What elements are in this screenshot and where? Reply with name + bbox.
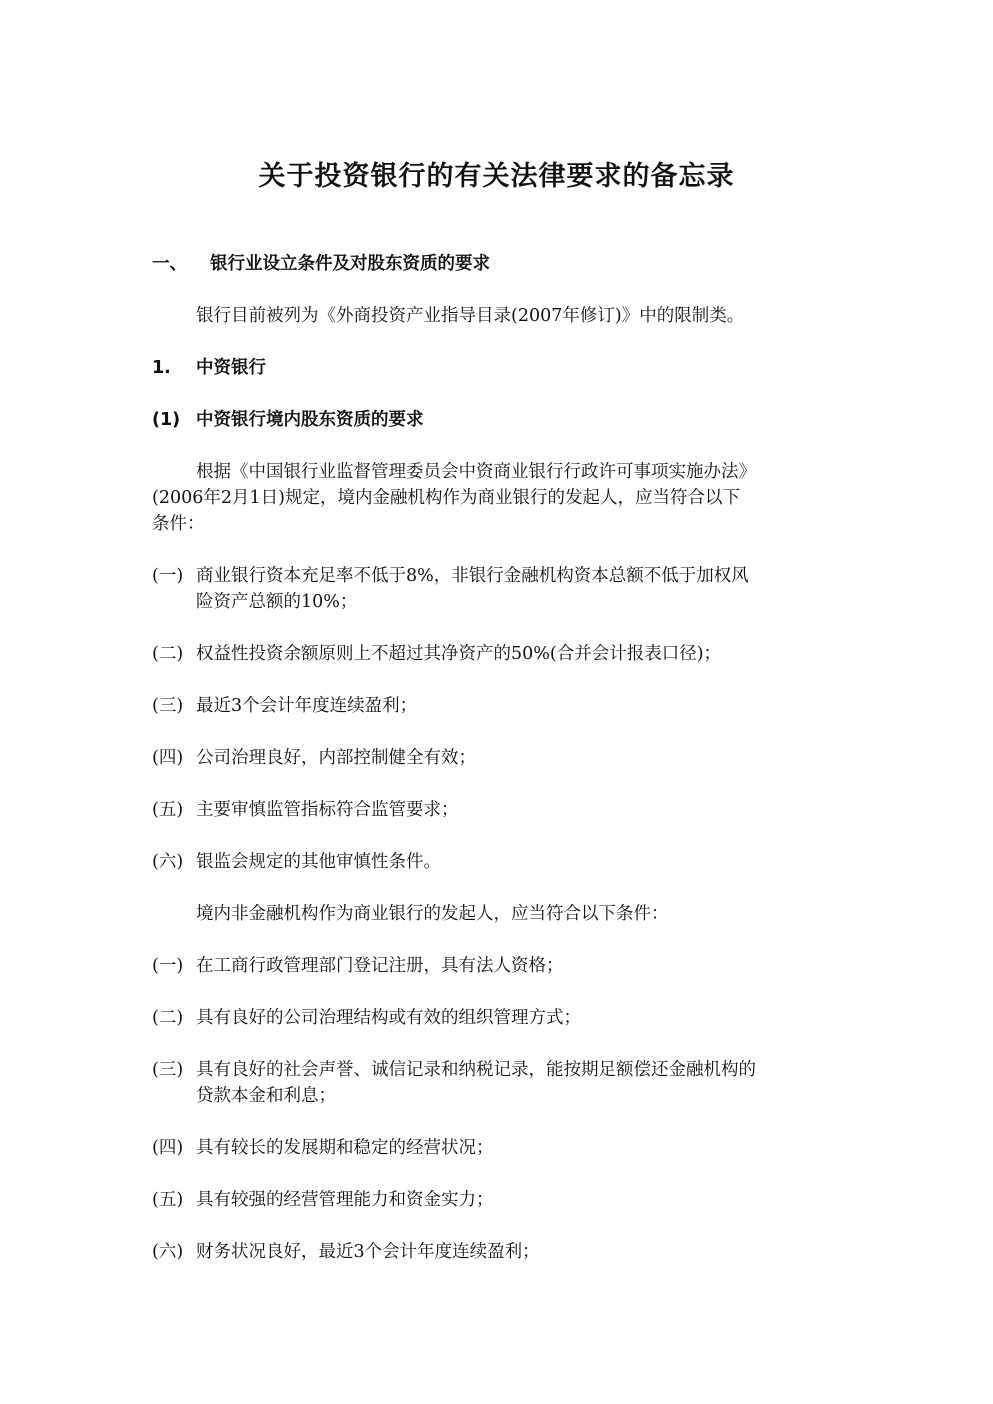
list-item bbox=[152, 745, 852, 771]
list-item bbox=[152, 1187, 852, 1213]
list-item-number: (三) bbox=[152, 696, 184, 716]
section-heading-text: 银行业设立条件及对股东资质的要求 bbox=[210, 254, 490, 274]
list-item-text: 权益性投资余额原则上不超过其净资产的50%(合并会计报表口径)； bbox=[196, 644, 722, 664]
list-item-text: 具有较强的经营管理能力和资金实力； bbox=[196, 1190, 494, 1210]
list-item-number: (三) bbox=[152, 1060, 184, 1080]
list-item bbox=[152, 1239, 852, 1265]
section-intro: 银行目前被列为《外商投资产业指导目录(2007年修订)》中的限制类。 bbox=[196, 306, 745, 326]
nonfinancial-intro: 境内非金融机构作为商业银行的发起人，应当符合以下条件： bbox=[196, 904, 669, 924]
document-title: 关于投资银行的有关法律要求的备忘录 bbox=[258, 161, 735, 192]
section-heading bbox=[152, 251, 852, 277]
list-item bbox=[152, 797, 852, 823]
list-item-text: 银监会规定的其他审慎性条件。 bbox=[196, 852, 441, 872]
list-item-text: 具有较长的发展期和稳定的经营状况； bbox=[196, 1138, 494, 1158]
subsection-heading-text: 中资银行 bbox=[196, 358, 266, 378]
list-item-number: (二) bbox=[152, 644, 184, 664]
list-item-number: (六) bbox=[152, 1242, 184, 1262]
section-number: 一、 bbox=[152, 254, 187, 274]
list-item-text: 具有良好的公司治理结构或有效的组织管理方式； bbox=[196, 1008, 581, 1028]
list-item-text: 商业银行资本充足率不低于8%，非银行金融机构资本总额不低于加权风 bbox=[196, 566, 749, 586]
sub-subsection-heading-text: 中资银行境内股东资质的要求 bbox=[196, 410, 424, 430]
sub-subsection-number: (1) bbox=[152, 410, 181, 430]
list-item bbox=[152, 1057, 852, 1083]
list-item bbox=[152, 563, 852, 589]
list-item-text: 最近3个会计年度连续盈利； bbox=[196, 696, 418, 716]
list-item-number: (四) bbox=[152, 1138, 184, 1158]
list-item-text: 财务状况良好，最近3个会计年度连续盈利； bbox=[196, 1242, 540, 1262]
list-item bbox=[152, 1005, 852, 1031]
list-item-text: 主要审慎监管指标符合监管要求； bbox=[196, 800, 459, 820]
subsection-heading bbox=[152, 355, 852, 381]
list-item-number: (五) bbox=[152, 800, 184, 820]
sub-subsection-heading bbox=[152, 407, 852, 433]
list-item bbox=[152, 693, 852, 719]
basis-line-1: 根据《中国银行业监督管理委员会中资商业银行行政许可事项实施办法》 bbox=[196, 462, 756, 482]
list-item bbox=[152, 1135, 852, 1161]
list-item-text: 在工商行政管理部门登记注册，具有法人资格； bbox=[196, 956, 564, 976]
list-item-number: (二) bbox=[152, 1008, 184, 1028]
list-item-number: (六) bbox=[152, 852, 184, 872]
list-item-number: (一) bbox=[152, 566, 184, 586]
list-item-number: (四) bbox=[152, 748, 184, 768]
list-item-continuation: 险资产总额的10%； bbox=[196, 592, 358, 612]
list-item-text: 公司治理良好，内部控制健全有效； bbox=[196, 748, 476, 768]
list-item bbox=[152, 641, 852, 667]
list-item-text: 具有良好的社会声誉、诚信记录和纳税记录，能按期足额偿还金融机构的 bbox=[196, 1060, 756, 1080]
list-item-number: (五) bbox=[152, 1190, 184, 1210]
list-item bbox=[152, 953, 852, 979]
subsection-number: 1. bbox=[152, 358, 171, 378]
list-item bbox=[152, 849, 852, 875]
list-item-number: (一) bbox=[152, 956, 184, 976]
list-item-continuation: 贷款本金和利息； bbox=[196, 1086, 336, 1106]
basis-line-3: 条件： bbox=[152, 514, 205, 534]
basis-line-2: (2006年2月1日)规定，境内金融机构作为商业银行的发起人，应当符合以下 bbox=[152, 488, 740, 508]
